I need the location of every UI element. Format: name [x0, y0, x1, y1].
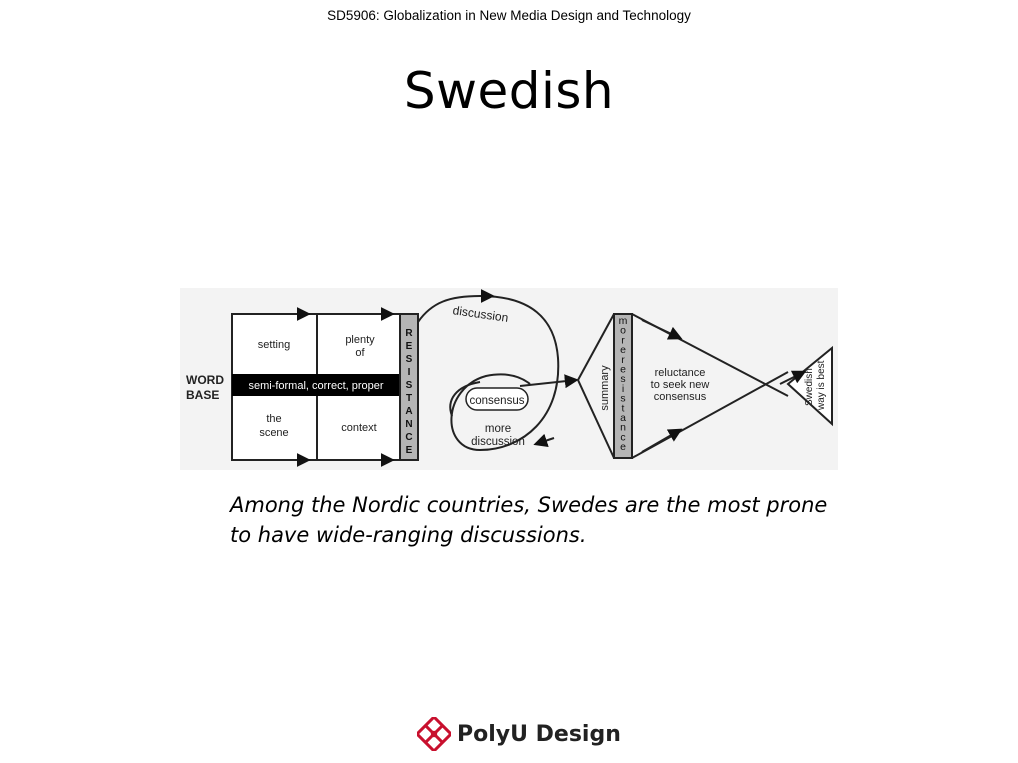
word-label: WORD — [186, 373, 224, 387]
more-res-letters-letter: s — [620, 392, 626, 405]
caption-line-1: Among the Nordic countries, Swedes are the most prone — [230, 493, 828, 517]
more-res-letters-letter: r — [621, 353, 625, 366]
caption-line-2: to have wide-ranging discussions. — [230, 523, 587, 547]
more-res-letters-letter: o — [620, 324, 626, 337]
discussion-label-2: discussion — [471, 436, 525, 448]
context-label: context — [341, 422, 377, 434]
swedish-label: Swedish — [804, 368, 815, 406]
discussion-label: discussion — [451, 303, 510, 325]
more-res-letters-letter: i — [621, 382, 625, 395]
res-letters-letter: S — [405, 354, 413, 365]
res-letters-letter: A — [405, 406, 413, 417]
cone-top-arrow — [642, 320, 680, 338]
band-label: semi-formal, correct, proper — [248, 380, 384, 392]
more-res-letters-letter: n — [620, 421, 626, 434]
slide-title: Swedish — [403, 62, 615, 120]
more-res-letters-letter: s — [620, 373, 626, 386]
more-label: more — [484, 423, 512, 435]
plenty-label: plenty — [345, 334, 375, 346]
res-letters-letter: E — [405, 445, 413, 456]
more-res-letters-letter: a — [620, 412, 626, 424]
more-res-letters-letter: r — [621, 334, 625, 347]
setting-label: setting — [257, 339, 291, 351]
of-label: of — [355, 347, 365, 359]
more-res-letters-letter: e — [620, 441, 626, 454]
more-res-letters-letter: e — [620, 363, 626, 376]
res-letters-letter: I — [407, 367, 411, 378]
polyu-logo-mark-icon — [417, 717, 451, 751]
the-label: the — [266, 413, 282, 425]
base-label: BASE — [186, 388, 220, 402]
caption — [230, 490, 850, 550]
new-consensus-label: consensus — [653, 391, 707, 403]
res-letters-letter: T — [405, 393, 413, 404]
more-discussion-arrow — [536, 438, 554, 444]
consensus-label: consensus — [469, 395, 525, 407]
to-seek-label: to seek new — [650, 379, 710, 391]
scene-label: scene — [259, 427, 289, 439]
summary-label: summary — [599, 365, 611, 411]
way-is-best-label: way is best — [816, 360, 827, 410]
res-letters-letter: R — [405, 328, 413, 339]
res-letters-letter: E — [405, 341, 413, 352]
more-res-letters-letter: m — [618, 315, 628, 327]
course-header: SD5906: Globalization in New Media Design and Technology — [327, 8, 691, 23]
res-letters-letter: S — [405, 380, 413, 391]
res-letters-letter: N — [405, 419, 413, 430]
swedish-communication-diagram — [180, 288, 838, 470]
cone-bottom-arrow — [642, 430, 680, 452]
more-res-letters-letter: t — [621, 402, 625, 415]
more-res-letters-letter: c — [620, 431, 626, 444]
more-res-letters-letter: e — [620, 344, 626, 357]
diagram-svg — [180, 288, 838, 470]
logo-text: PolyU Design — [457, 721, 621, 747]
reluctance-label: reluctance — [654, 367, 706, 379]
polyu-design-logo — [417, 716, 621, 752]
res-letters-letter: C — [405, 432, 413, 443]
